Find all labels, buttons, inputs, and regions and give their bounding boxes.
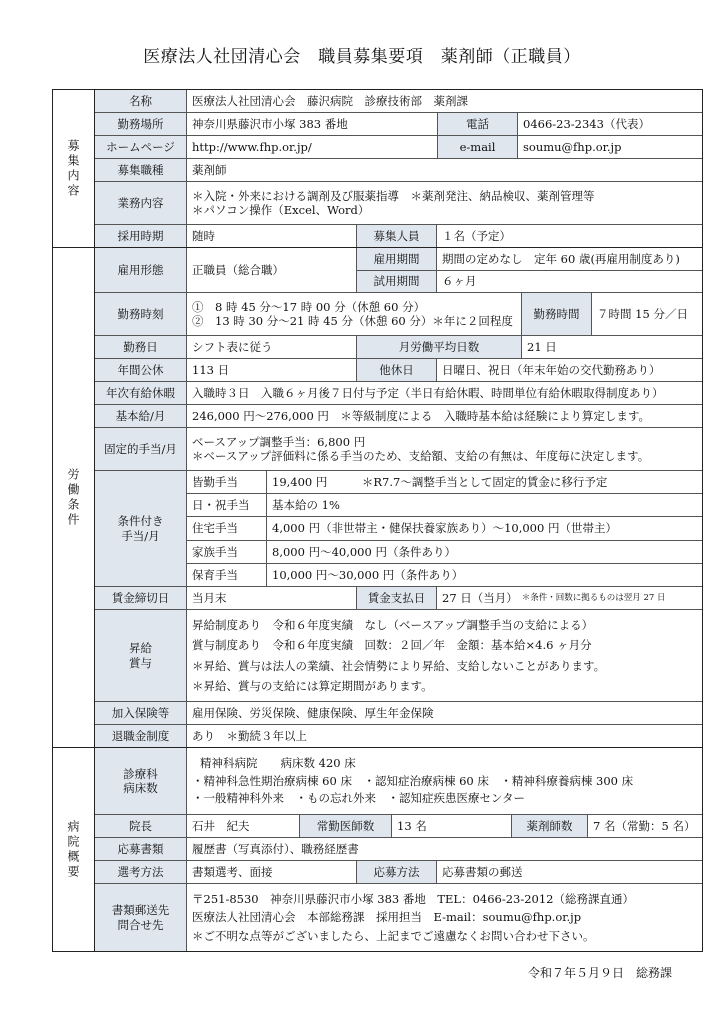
- label-insurance: 加入保険等: [95, 702, 187, 724]
- hours-line-1: ① 8 時 45 分～17 時 00 分（休憩 60 分）: [192, 299, 426, 314]
- allowance-row: [187, 517, 702, 540]
- value-doctors: 13 名: [392, 815, 512, 837]
- value-payday: 27 日（当月）: [442, 590, 518, 605]
- dept-line-1: 精神科病院 病床数 420 床: [200, 756, 356, 771]
- value-employment: 正職員（総合職）: [187, 248, 357, 292]
- cond-label-1: 条件付き: [117, 514, 164, 529]
- allowance-value: 基本給の 1%: [272, 498, 340, 513]
- label-holiday: 年間公休: [95, 359, 187, 381]
- row-employment: [95, 248, 702, 293]
- label-job: 募集職種: [95, 159, 187, 181]
- label-other-holiday: 他休日: [357, 359, 437, 381]
- label-name: 名称: [95, 90, 187, 112]
- value-insurance: 雇用保険、労災保険、健康保険、厚生年金保険: [192, 705, 434, 720]
- label-apply: 応募方法: [357, 861, 437, 883]
- label-trial: 試用期間: [357, 271, 437, 293]
- allowance-name: 皆勤手当: [187, 471, 267, 493]
- contact-label-2: 問合せ先: [117, 917, 164, 932]
- contact-line-2: 医療法人社団清心会 本部総務課 採用担当 E-mail：soumu@fhp.or.jp: [192, 910, 582, 925]
- value-timing: 随時: [187, 225, 357, 247]
- duties-line-2: ＊パソコン操作（Excel、Word）: [192, 203, 370, 217]
- row-duties: [95, 182, 702, 225]
- row-timing: [95, 225, 702, 247]
- value-pharmacists: 7 名（常勤：5 名）: [593, 818, 696, 833]
- duties-line-1: ＊入院・外来における調剤及び服薬指導 ＊薬剤発注、納品検収、薬剤管理等: [192, 188, 595, 203]
- value-count: １名（予定）: [442, 228, 511, 243]
- value-monthly: 21 日: [527, 339, 557, 354]
- dept-line-3: ・一般精神科外来 ・もの忘れ外来 ・認知症疾患医療センター: [192, 791, 526, 806]
- label-employment: 雇用形態: [95, 248, 187, 292]
- allowance-row: [187, 471, 702, 494]
- section-label: 労働条件: [53, 248, 95, 747]
- value-holiday: 113 日: [187, 359, 357, 381]
- label-doctors: 常勤医師数: [300, 815, 392, 837]
- row-homepage: [95, 136, 702, 159]
- section-hospital: [53, 748, 702, 951]
- row-workday: [95, 336, 702, 359]
- label-worktime: 勤務時間: [522, 293, 592, 335]
- label-paid-leave: 年次有給休暇: [95, 382, 187, 404]
- value-cutoff: 当月末: [187, 587, 357, 609]
- allowance-name: 住宅手当: [187, 517, 267, 539]
- row-insurance: [95, 702, 702, 725]
- value-paid-leave: 入職時３日 入職６ヶ月後７日付与予定（半日有給休暇、時間単位有給休暇取得制度あり）: [192, 385, 664, 400]
- label-homepage: ホームページ: [95, 136, 187, 158]
- label-cutoff: 賃金締切日: [95, 587, 187, 609]
- raise-line-1: 昇給制度あり 令和６年度実績 なし（ベースアップ調整手当の支給による）: [192, 617, 594, 632]
- section-labor: [53, 248, 702, 748]
- value-documents: 履歴書（写真添付）、職務経歴書: [192, 841, 359, 856]
- value-apply: 応募書類の郵送: [442, 864, 523, 879]
- value-salary: 246,000 円～276,000 円 ＊等級制度による 入職時基本給は経験により算定します。: [192, 408, 650, 423]
- label-location: 勤務場所: [95, 113, 187, 135]
- row-staff: [95, 815, 702, 838]
- label-duties: 業務内容: [95, 182, 187, 224]
- allowance-list: [187, 471, 702, 586]
- row-name: [95, 90, 702, 113]
- label-documents: 応募書類: [95, 838, 187, 860]
- label-selection: 選考方法: [95, 861, 187, 883]
- allowance-value: 19,400 円 ＊R7.7～調整手当として固定的賃金に移行予定: [272, 474, 608, 489]
- value-retirement: あり ＊勤続３年以上: [192, 728, 307, 743]
- value-director: 石井 紀夫: [187, 815, 300, 837]
- allowance-name: 家族手当: [187, 541, 267, 563]
- label-pharmacists: 薬剤師数: [512, 815, 588, 837]
- job-posting-table: [52, 89, 703, 952]
- row-conditional-allowance: [95, 471, 702, 587]
- row-hours: [95, 293, 702, 336]
- row-pay-dates: [95, 587, 702, 610]
- raise-label-1: 昇給: [129, 641, 152, 656]
- label-monthly: 月労働平均日数: [357, 336, 522, 358]
- allowance-row: [187, 494, 702, 517]
- fixed-allowance-line-1: ベースアップ調整手当：6,800 円: [192, 434, 366, 449]
- value-phone: 0466-23-2343（代表）: [523, 116, 650, 131]
- raise-line-3: ＊昇給、賞与は法人の業績、社会情勢により昇給、支給しないことがあります。: [192, 658, 606, 673]
- label-workday: 勤務日: [95, 336, 187, 358]
- section-recruitment: [53, 90, 702, 248]
- hours-line-2: ② 13 時 30 分～21 時 45 分（休憩 60 分）＊年に２回程度: [192, 314, 513, 328]
- document-title: 医療法人社団清心会 職員募集要項 薬剤師（正職員）: [143, 47, 581, 67]
- row-retirement: [95, 725, 702, 747]
- label-email: e-mail: [438, 136, 518, 158]
- value-name: 医療法人社団清心会 藤沢病院 診療技術部 薬剤課: [192, 93, 468, 108]
- dept-label-1: 診療科: [123, 766, 158, 781]
- row-contact: [95, 884, 702, 951]
- contact-line-3: ＊ご不明な点等がございましたら、上記までご遠慮なくお問い合わせ下さい。: [192, 928, 595, 943]
- contact-line-1: 〒251-8530 神奈川県藤沢市小塚 383 番地 TEL：0466-23-2012（総務課直通）: [192, 891, 635, 906]
- row-holiday: [95, 359, 702, 382]
- row-departments: [95, 748, 702, 815]
- value-other-holiday: 日曜日、祝日（年末年始の交代勤務あり）: [442, 362, 661, 377]
- label-timing: 採用時期: [95, 225, 187, 247]
- value-period: 期間の定めなし 定年 60 歳(再雇用制度あり): [442, 251, 680, 266]
- payday-note: ＊条件・回数に拠るものは翌月 27 日: [521, 592, 666, 603]
- value-location: 神奈川県藤沢市小塚 383 番地: [187, 113, 438, 135]
- label-count: 募集人員: [357, 225, 437, 247]
- raise-label-2: 賞与: [129, 655, 152, 670]
- row-selection: [95, 861, 702, 884]
- cond-label-2: 手当/月: [121, 528, 160, 543]
- row-location: [95, 113, 702, 136]
- allowance-name: 保育手当: [187, 564, 267, 586]
- allowance-name: 日・祝手当: [187, 494, 267, 516]
- value-worktime: ７時間 15 分／日: [597, 306, 688, 321]
- allowance-value: 8,000 円～40,000 円（条件あり）: [272, 544, 456, 559]
- raise-line-2: 賞与制度あり 令和６年度実績 回数：２回／年 金額：基本給×4.6 ヶ月分: [192, 638, 592, 653]
- section-label: 募集内容: [53, 90, 95, 247]
- row-paid-leave: [95, 382, 702, 405]
- allowance-row: [187, 541, 702, 564]
- label-fixed-allowance: 固定的手当/月: [95, 428, 187, 470]
- value-trial: ６ヶ月: [442, 274, 477, 289]
- label-phone: 電話: [438, 113, 518, 135]
- email-link[interactable]: soumu@fhp.or.jp: [523, 139, 622, 154]
- dept-label-2: 病床数: [123, 781, 158, 795]
- label-period: 雇用期間: [357, 248, 437, 270]
- row-fixed-allowance: [95, 428, 702, 471]
- contact-label-1: 書類郵送先: [111, 903, 170, 918]
- issue-date: 令和７年５月９日 総務課: [527, 966, 672, 980]
- value-job: 薬剤師: [192, 162, 227, 177]
- value-workday: シフト表に従う: [187, 336, 357, 358]
- label-retirement: 退職金制度: [95, 725, 187, 747]
- allowance-value: 4,000 円（非世帯主・健保扶養家族あり）～10,000 円（世帯主）: [272, 521, 617, 536]
- allowance-row: [187, 564, 702, 586]
- row-job: [95, 159, 702, 182]
- value-selection: 書類選考、面接: [187, 861, 357, 883]
- label-payday: 賃金支払日: [357, 587, 437, 609]
- allowance-value: 10,000 円～30,000 円（条件あり）: [272, 567, 464, 582]
- fixed-allowance-line-2: ＊ベースアップ評価料に係る手当のため、支給額、支給の有無は、年度毎に決定します。: [192, 449, 650, 463]
- row-documents: [95, 838, 702, 861]
- dept-line-2: ・精神科急性期治療病棟 60 床 ・認知症治療病棟 60 床 ・精神科療養病棟 300 床: [192, 773, 634, 788]
- raise-line-4: ＊昇給、賞与の支給には算定期間があります。: [192, 678, 433, 693]
- row-raise-bonus: [95, 610, 702, 702]
- label-hours: 勤務時刻: [95, 293, 187, 335]
- row-salary: [95, 405, 702, 428]
- homepage-link[interactable]: http://www.fhp.or.jp/: [187, 136, 438, 158]
- section-label: 病院概要: [53, 748, 95, 951]
- label-salary: 基本給/月: [95, 405, 187, 427]
- label-director: 院長: [95, 815, 187, 837]
